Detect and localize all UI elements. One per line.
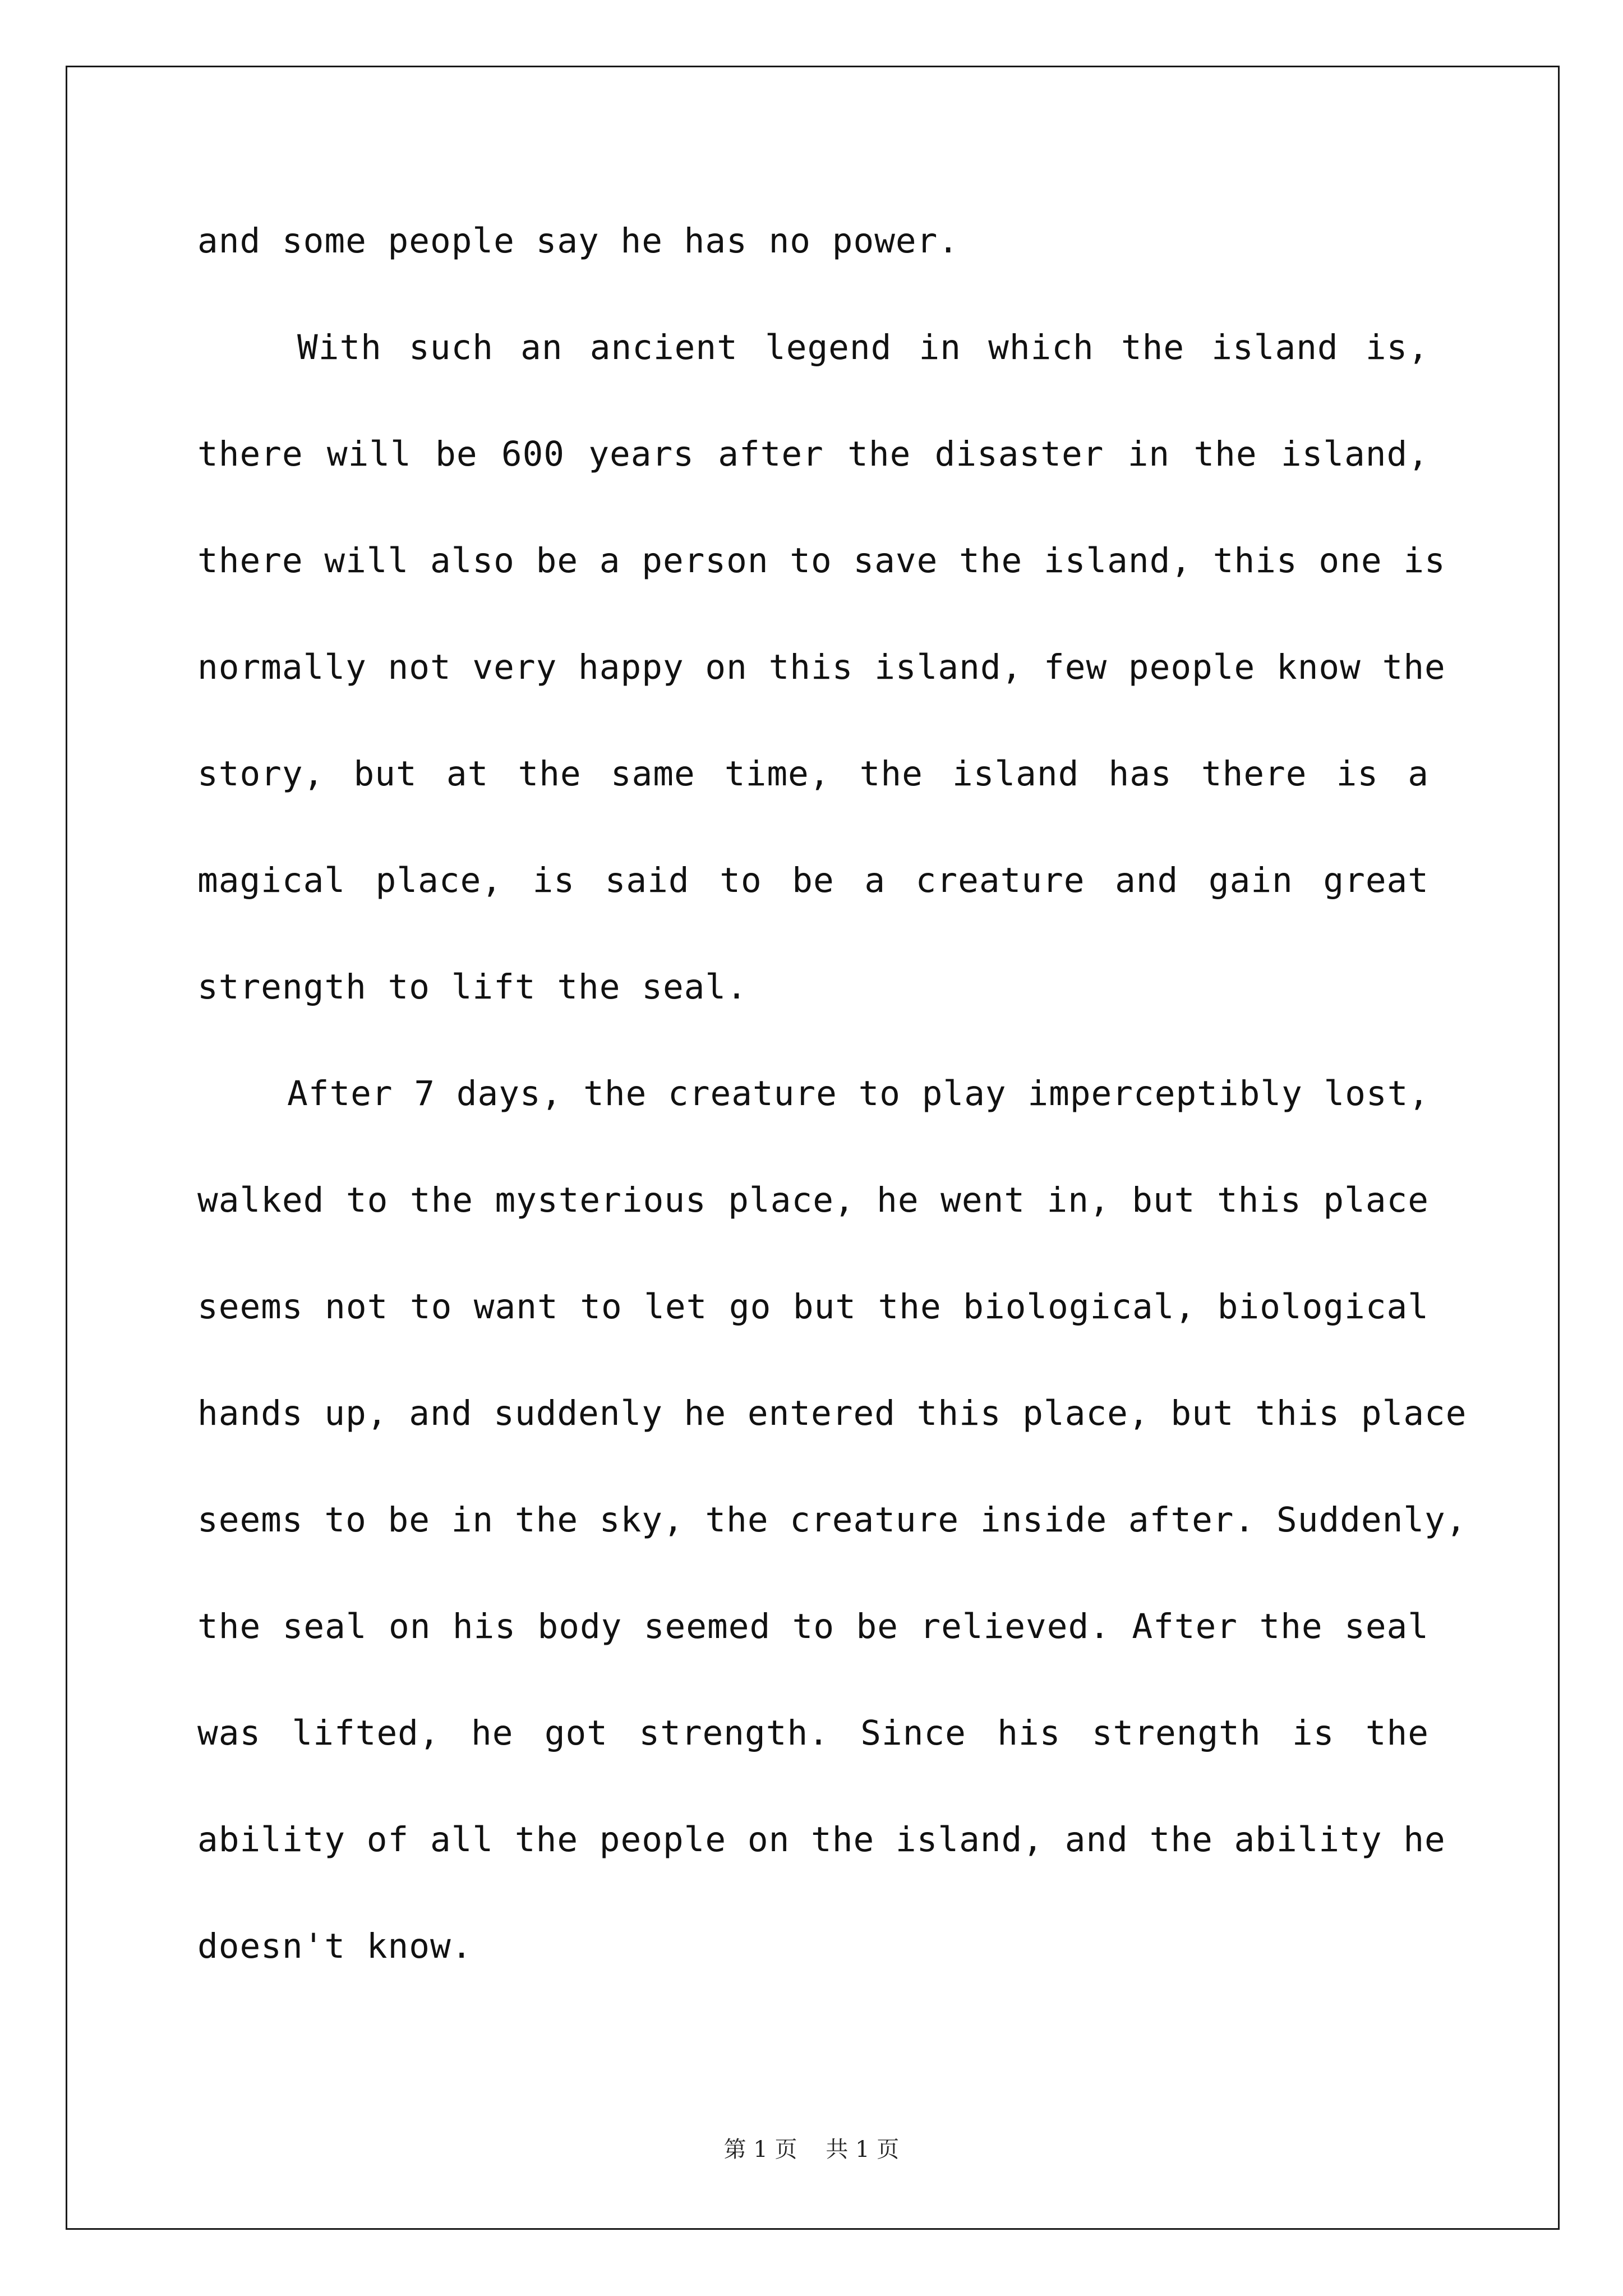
page-footer — [0, 2132, 1623, 2164]
text-line: doesn't know. — [197, 1926, 473, 1966]
text-line: strength to lift the seal. — [197, 967, 748, 1007]
text-line: story, but at the same time, the island has there is a — [197, 754, 1429, 794]
text-line: hands up, and suddenly he entered this place, but this place — [197, 1393, 1467, 1433]
text-line: there will also be a person to save the island, this one is — [197, 541, 1446, 581]
page-border — [66, 66, 1560, 2230]
total-pages-label: 共 1 页 — [826, 2137, 900, 2162]
text-line: and some people say he has no power. — [197, 221, 960, 261]
text-line: After 7 days, the creature to play imperceptibly lost, — [287, 1074, 1430, 1114]
text-line: ability of all the people on the island, and the ability he — [197, 1820, 1446, 1860]
text-line: was lifted, he got strength. Since his strength is the — [197, 1713, 1429, 1753]
text-line: the seal on his body seemed to be relieved. After the seal — [197, 1607, 1429, 1646]
text-line: there will be 600 years after the disaster in the island, — [197, 434, 1429, 474]
text-line: walked to the mysterious place, he went in, but this place — [197, 1180, 1429, 1220]
page-number-label: 第 1 页 — [723, 2137, 797, 2162]
text-line: seems to be in the sky, the creature inside after. Suddenly, — [197, 1500, 1467, 1540]
text-line: seems not to want to let go but the biological, biological — [197, 1287, 1429, 1327]
text-line: normally not very happy on this island, few people know the — [197, 647, 1446, 687]
text-line: With such an ancient legend in which the island is, — [297, 328, 1429, 367]
text-line: magical place, is said to be a creature and gain great — [197, 861, 1429, 900]
